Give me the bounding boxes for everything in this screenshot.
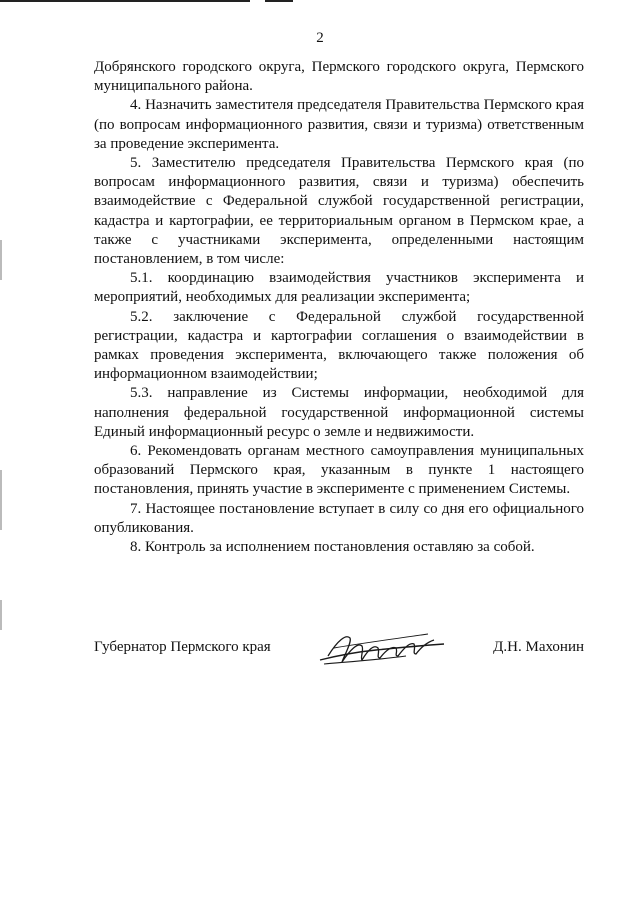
scan-left-edge xyxy=(0,240,2,280)
paragraph-item-5-2: 5.2. заключение с Федеральной службой государственной регистрации, кадастра и картографии соглашения о взаимодействии в рамках проведения эксперимента, включающего также положения об информационном взаимодействии; xyxy=(94,308,584,383)
scan-top-line-fragment xyxy=(265,0,293,2)
signatory-name: Д.Н. Махонин xyxy=(493,639,584,655)
scan-left-edge xyxy=(0,600,2,630)
paragraph-item-8: 8. Контроль за исполнением постановления оставляю за собой. xyxy=(130,539,535,556)
paragraph-item-5-1: 5.1. координацию взаимодействия участников эксперимента и мероприятий, необходимых для реализации эксперимента; xyxy=(94,270,584,306)
signatory-title: Губернатор Пермского края xyxy=(94,639,271,655)
paragraph-item-7: 7. Настоящее постановление вступает в силу со дня его официального опубликования. xyxy=(94,500,584,536)
page-number: 2 xyxy=(316,30,324,46)
paragraph-item-5-3: 5.3. направление из Системы информации, необходимой для наполнения федеральной государственной информационной системы Единый информационный ресурс о земле и недвижимости. xyxy=(94,385,584,440)
signature-block xyxy=(94,632,584,672)
paragraph-item-4: 4. Назначить заместителя председателя Правительства Пермского края (по вопросам информационного развития, связи и туризма) ответственным за проведение эксперимента. xyxy=(94,97,584,152)
paragraph-continuation: Добрянского городского округа, Пермского городского округа, Пермского муниципального района. xyxy=(94,59,584,95)
scan-top-line xyxy=(0,0,250,2)
paragraph-item-5: 5. Заместителю председателя Правительства Пермского края (по вопросам информационного развития, связи и туризма) обеспечить взаимодействие с Федеральной службой государственной регистрации, кадастра и картографии, ее территориальным органом в Пермском крае, а также с участниками эксперимента, определенными настоящим постановлением, в том числе: xyxy=(94,155,584,268)
paragraph-item-6: 6. Рекомендовать органам местного самоуправления муниципальных образований Пермского края, указанным в пункте 1 настоящего постановления, принять участие в эксперименте с применением Системы. xyxy=(94,443,584,498)
scan-left-edge xyxy=(0,470,2,530)
handwritten-signature xyxy=(316,626,451,672)
document-body xyxy=(94,58,584,557)
